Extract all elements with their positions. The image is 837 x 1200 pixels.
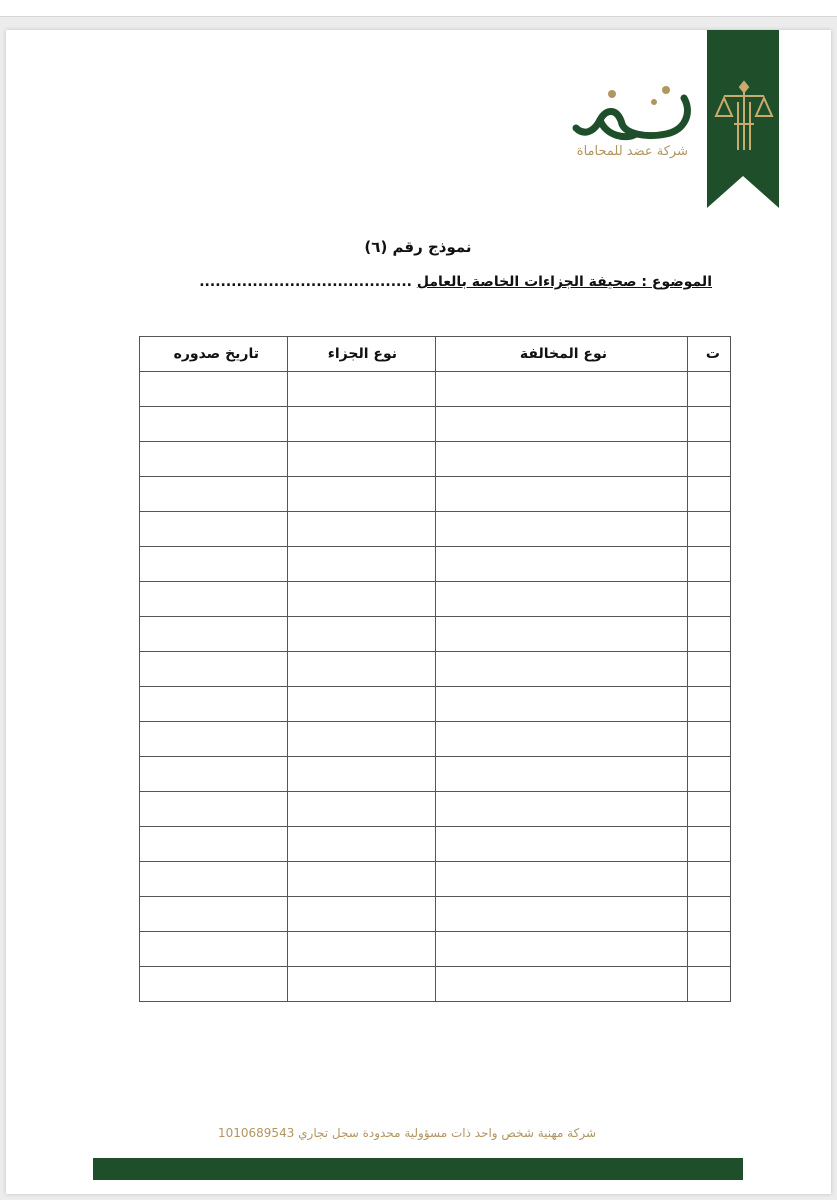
table-row (140, 442, 731, 477)
cell-violation-type (436, 407, 688, 442)
cell-issue-date (140, 687, 288, 722)
previous-page-edge (0, 0, 837, 17)
cell-number (688, 757, 731, 792)
table-row (140, 967, 731, 1002)
table-row (140, 757, 731, 792)
subject-line (116, 274, 712, 290)
cell-issue-date (140, 512, 288, 547)
header-violation-type: نوع المخالفة (436, 337, 688, 372)
brand-subtitle: شركة عضد للمحاماة (576, 144, 688, 159)
table-row (140, 897, 731, 932)
table-row (140, 722, 731, 757)
cell-number (688, 547, 731, 582)
header-number: ت (688, 337, 731, 372)
cell-number (688, 967, 731, 1002)
footer-bar (93, 1158, 743, 1180)
cell-issue-date (140, 792, 288, 827)
cell-violation-type (436, 827, 688, 862)
cell-violation-type (436, 792, 688, 827)
header-penalty-type: نوع الجزاء (288, 337, 436, 372)
cell-issue-date (140, 582, 288, 617)
cell-number (688, 862, 731, 897)
cell-number (688, 617, 731, 652)
cell-number (688, 652, 731, 687)
cell-violation-type (436, 512, 688, 547)
table-row (140, 407, 731, 442)
cell-issue-date (140, 722, 288, 757)
cell-issue-date (140, 967, 288, 1002)
cell-penalty-type (288, 442, 436, 477)
cell-issue-date (140, 827, 288, 862)
cell-issue-date (140, 547, 288, 582)
table-row (140, 547, 731, 582)
table-row (140, 582, 731, 617)
cell-penalty-type (288, 862, 436, 897)
table-row (140, 372, 731, 407)
cell-violation-type (436, 617, 688, 652)
cell-penalty-type (288, 372, 436, 407)
table-row (140, 862, 731, 897)
table-row (140, 617, 731, 652)
cell-violation-type (436, 932, 688, 967)
table-row (140, 477, 731, 512)
scales-of-justice-icon (714, 80, 774, 160)
cell-issue-date (140, 477, 288, 512)
table-body (140, 372, 731, 1002)
cell-penalty-type (288, 582, 436, 617)
table-row (140, 827, 731, 862)
header-issue-date: تاريخ صدوره (140, 337, 288, 372)
cell-violation-type (436, 722, 688, 757)
cell-penalty-type (288, 617, 436, 652)
cell-violation-type (436, 582, 688, 617)
cell-penalty-type (288, 687, 436, 722)
footer-text: شركة مهنية شخص واحد ذات مسؤولية محدودة سجل تجاري 1010689543 (217, 1126, 597, 1140)
cell-penalty-type (288, 827, 436, 862)
cell-violation-type (436, 652, 688, 687)
cell-issue-date (140, 932, 288, 967)
cell-number (688, 687, 731, 722)
form-title: نموذج رقم (٦) (364, 238, 472, 256)
penalties-table-wrap (139, 336, 731, 1002)
cell-number (688, 477, 731, 512)
cell-violation-type (436, 477, 688, 512)
cell-issue-date (140, 617, 288, 652)
cell-issue-date (140, 407, 288, 442)
cell-number (688, 897, 731, 932)
cell-penalty-type (288, 477, 436, 512)
cell-penalty-type (288, 757, 436, 792)
cell-penalty-type (288, 547, 436, 582)
subject-blank: ........................................ (199, 274, 412, 290)
cell-violation-type (436, 967, 688, 1002)
cell-number (688, 512, 731, 547)
cell-number (688, 722, 731, 757)
table-row (140, 687, 731, 722)
cell-violation-type (436, 442, 688, 477)
cell-issue-date (140, 442, 288, 477)
cell-number (688, 792, 731, 827)
cell-violation-type (436, 547, 688, 582)
penalties-table (139, 336, 731, 1002)
cell-violation-type (436, 372, 688, 407)
cell-violation-type (436, 757, 688, 792)
table-header-row (140, 337, 731, 372)
cell-penalty-type (288, 652, 436, 687)
cell-issue-date (140, 652, 288, 687)
cell-number (688, 372, 731, 407)
cell-issue-date (140, 372, 288, 407)
cell-penalty-type (288, 932, 436, 967)
table-row (140, 932, 731, 967)
table-row (140, 512, 731, 547)
cell-penalty-type (288, 792, 436, 827)
cell-violation-type (436, 687, 688, 722)
cell-violation-type (436, 862, 688, 897)
document-page (6, 30, 831, 1194)
cell-issue-date (140, 862, 288, 897)
cell-penalty-type (288, 512, 436, 547)
cell-penalty-type (288, 967, 436, 1002)
cell-violation-type (436, 897, 688, 932)
subject-label: الموضوع : صحيفة الجزاءات الخاصة بالعامل (416, 274, 712, 290)
cell-number (688, 442, 731, 477)
cell-number (688, 932, 731, 967)
cell-penalty-type (288, 722, 436, 757)
cell-penalty-type (288, 897, 436, 932)
cell-number (688, 827, 731, 862)
cell-issue-date (140, 897, 288, 932)
table-row (140, 792, 731, 827)
cell-number (688, 407, 731, 442)
cell-penalty-type (288, 407, 436, 442)
cell-issue-date (140, 757, 288, 792)
table-row (140, 652, 731, 687)
cell-number (688, 582, 731, 617)
